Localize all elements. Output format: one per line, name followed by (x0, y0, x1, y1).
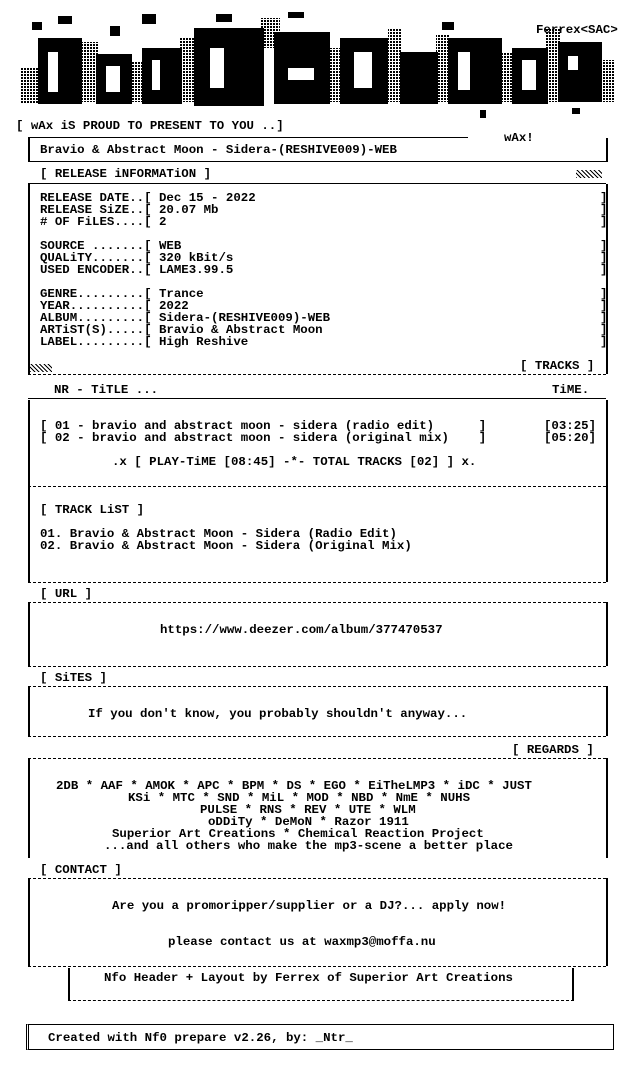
contact-line: Are you a promoripper/supplier or a DJ?... apply now! (112, 899, 507, 913)
info-row: LABEL.........[ High Reshive (40, 335, 249, 349)
author-tag: Ferrex<SAC> (536, 23, 618, 37)
row-end-bracket: ] (600, 299, 608, 313)
row-end-bracket: ] (600, 287, 608, 301)
info-row: RELEASE DATE..[ Dec 15 - 2022 (40, 191, 256, 205)
info-row: ALBUM.........[ Sidera-(RESHIVE009)-WEB (40, 311, 331, 325)
wax-ascii-logo (12, 8, 618, 120)
row-end-bracket: ] (600, 191, 608, 205)
regards-line: KSi * MTC * SND * MiL * MOD * NBD * NmE * NUHS (128, 791, 471, 805)
contact-email[interactable]: please contact us at waxmp3@moffa.nu (168, 935, 436, 949)
track-line: [ 01 - bravio and abstract moon - sidera (radio edit) ] (40, 419, 487, 433)
info-row: SOURCE .......[ WEB (40, 239, 182, 253)
row-end-bracket: ] (600, 263, 608, 277)
info-row: RELEASE SiZE..[ 20.07 Mb (40, 203, 219, 217)
track-list-item: 02. Bravio & Abstract Moon - Sidera (Original Mix) (40, 539, 412, 553)
regards-line: 2DB * AAF * AMOK * APC * BPM * DS * EGO * EiTheLMP3 * iDC * JUST (56, 779, 532, 793)
url-label: [ URL ] (40, 587, 93, 601)
tracks-label: [ TRACKS ] (520, 359, 595, 373)
regards-label: [ REGARDS ] (512, 743, 594, 757)
track-list-item: 01. Bravio & Abstract Moon - Sidera (Radio Edit) (40, 527, 397, 541)
row-end-bracket: ] (600, 239, 608, 253)
regards-line: PULSE * RNS * REV * UTE * WLM (200, 803, 416, 817)
info-row: QUALiTY.......[ 320 kBit/s (40, 251, 234, 265)
track-line: [ 02 - bravio and abstract moon - sidera (original mix) ] (40, 431, 487, 445)
track-time: [05:20] (544, 431, 597, 445)
row-end-bracket: ] (600, 311, 608, 325)
track-time: [03:25] (544, 419, 597, 433)
release-info-label: [ RELEASE iNFORMATiON ] (40, 167, 212, 181)
sites-label: [ SiTES ] (40, 671, 107, 685)
row-end-bracket: ] (600, 251, 608, 265)
info-row: # OF FiLES....[ 2 (40, 215, 167, 229)
release-title: Bravio & Abstract Moon - Sidera-(RESHIVE009)-WEB (40, 143, 397, 157)
track-list-label: [ TRACK LiST ] (40, 503, 145, 517)
regards-line: Superior Art Creations * Chemical Reaction Project (112, 827, 484, 841)
contact-box (28, 878, 608, 966)
contact-label: [ CONTACT ] (40, 863, 122, 877)
created-with-text: Created with Nf0 prepare v2.26, by: _Ntr_ (48, 1031, 353, 1045)
present-banner: [ wAx iS PROUD TO PRESENT TO YOU ..] (16, 119, 284, 133)
info-row: GENRE.........[ Trance (40, 287, 204, 301)
info-row: ARTiST(S).....[ Bravio & Abstract Moon (40, 323, 323, 337)
shade-block (30, 364, 52, 372)
row-end-bracket: ] (600, 323, 608, 337)
layout-credit: Nfo Header + Layout by Ferrex of Superior Art Creations (104, 971, 513, 985)
regards-line: oDDiTy * DeMoN * Razor 1911 (208, 815, 409, 829)
info-row: USED ENCODER..[ LAME3.99.5 (40, 263, 234, 277)
sites-text: If you don't know, you probably shouldn't anyway... (88, 707, 468, 721)
info-row: YEAR..........[ 2022 (40, 299, 189, 313)
row-end-bracket: ] (600, 335, 608, 349)
regards-line: ...and all others who make the mp3-scene a better place (104, 839, 513, 853)
column-time: TiME. (552, 383, 590, 397)
shade-block (576, 170, 602, 178)
row-end-bracket: ] (600, 215, 608, 229)
group-tag: wAx! (504, 131, 534, 145)
row-end-bracket: ] (600, 203, 608, 217)
album-url-link[interactable]: https://www.deezer.com/album/377470537 (160, 623, 443, 637)
column-nr-title: NR - TiTLE ... (54, 383, 159, 397)
play-time-summary: .x [ PLAY-TiME [08:45] -*- TOTAL TRACKS [02] ] x. (112, 455, 477, 469)
